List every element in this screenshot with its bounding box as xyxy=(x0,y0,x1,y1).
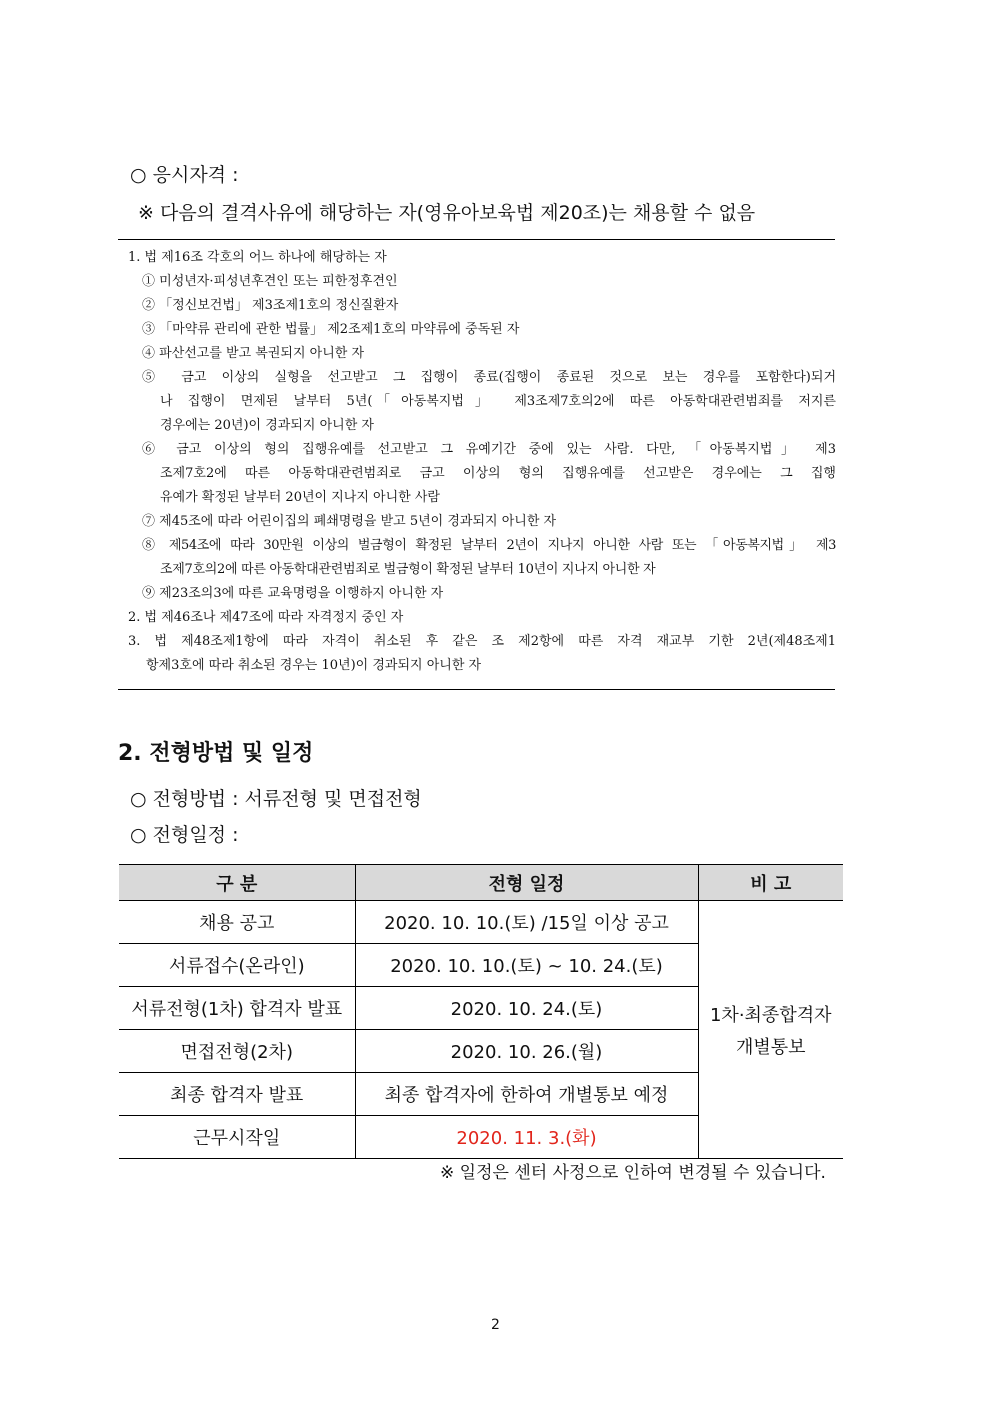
date-cell: 최종 합격자에 한하여 개별통보 예정 xyxy=(355,1073,698,1116)
list-item: ⑥ 금고 이상의 형의 집행유예를 선고받고 그 유예기간 중에 있는 사람. 다만, 「아동복지법」 제3 xyxy=(142,442,836,457)
list-item: ① 미성년자·피성년후견인 또는 피한정후견인 xyxy=(142,274,398,289)
qualification-heading: ○ 응시자격 : xyxy=(130,164,239,186)
table-row xyxy=(119,901,843,944)
list-item: 3. 법 제48조제1항에 따라 자격이 취소된 후 같은 조 제2항에 따른 자격 재교부 기한 2년(제48조제1 xyxy=(128,634,836,649)
list-item: ④ 파산선고를 받고 복권되지 아니한 자 xyxy=(142,346,365,361)
column-header: 전형 일정 xyxy=(355,865,698,901)
date-cell: 2020. 10. 26.(월) xyxy=(355,1030,698,1073)
list-item: ⑦ 제45조에 따라 어린이집의 폐쇄명령을 받고 5년이 경과되지 아니한 자 xyxy=(142,514,557,529)
list-item: 유예가 확정된 날부터 20년이 지나지 아니한 사람 xyxy=(160,490,440,505)
list-item: ⑤ 금고 이상의 실형을 선고받고 그 집행이 종료(집행이 종료된 것으로 보는 경우를 포함한다)되거 xyxy=(142,370,836,385)
list-item: ⑨ 제23조의3에 따른 교육명령을 이행하지 아니한 자 xyxy=(142,586,444,601)
schedule-table xyxy=(119,864,843,1159)
section-title: 2. 전형방법 및 일정 xyxy=(118,741,314,766)
stage-cell: 최종 합격자 발표 xyxy=(119,1073,355,1116)
list-item: ⑧ 제54조에 따라 30만원 이상의 벌금형이 확정된 날부터 2년이 지나지 아니한 사람 또는 「아동복지법」 제3 xyxy=(142,538,836,553)
start-date-cell: 2020. 11. 3.(화) xyxy=(355,1116,698,1159)
stage-cell: 근무시작일 xyxy=(119,1116,355,1159)
table-header-row xyxy=(119,865,843,901)
schedule-heading: ○ 전형일정 : xyxy=(130,824,239,846)
box-top-rule xyxy=(118,239,835,240)
disqualification-list xyxy=(128,246,836,678)
list-item: ② 「정신보건법」 제3조제1호의 정신질환자 xyxy=(142,298,399,313)
list-item: 조제7호2에 따른 아동학대관련범죄로 금고 이상의 형의 집행유예를 선고받은 경우에는 그 집행 xyxy=(160,466,836,481)
stage-cell: 서류접수(온라인) xyxy=(119,944,355,987)
schedule-footnote: ※ 일정은 센터 사정으로 인하여 변경될 수 있습니다. xyxy=(440,1163,826,1183)
remark-cell xyxy=(698,901,843,1159)
date-cell: 2020. 10. 24.(토) xyxy=(355,987,698,1030)
box-bottom-rule xyxy=(118,689,835,690)
stage-cell: 면접전형(2차) xyxy=(119,1030,355,1073)
date-cell: 2020. 10. 10.(토) /15일 이상 공고 xyxy=(355,901,698,944)
selection-method: ○ 전형방법 : 서류전형 및 면접전형 xyxy=(130,788,422,810)
disqualification-note: ※ 다음의 결격사유에 해당하는 자(영유아보육법 제20조)는 채용할 수 없음 xyxy=(138,202,756,224)
column-header: 구 분 xyxy=(119,865,355,901)
list-item: 항제3호에 따라 취소된 경우는 10년)이 경과되지 아니한 자 xyxy=(146,658,482,673)
remark-line: 1차·최종합격자 xyxy=(709,1004,832,1026)
list-item: 1. 법 제16조 각호의 어느 하나에 해당하는 자 xyxy=(128,250,387,265)
list-item: 조제7호의2에 따른 아동학대관련범죄로 벌금형이 확정된 날부터 10년이 지나지 아니한 자 xyxy=(160,562,656,577)
column-header: 비 고 xyxy=(698,865,843,901)
stage-cell: 서류전형(1차) 합격자 발표 xyxy=(119,987,355,1030)
remark-line: 개별통보 xyxy=(735,1036,806,1058)
date-cell: 2020. 10. 10.(토) ~ 10. 24.(토) xyxy=(355,944,698,987)
list-item: 나 집행이 면제된 날부터 5년(「아동복지법」 제3조제7호의2에 따른 아동학대관련범죄를 저지른 xyxy=(160,394,836,409)
list-item: 경우에는 20년)이 경과되지 아니한 자 xyxy=(160,418,374,433)
stage-cell: 채용 공고 xyxy=(119,901,355,944)
page-number: 2 xyxy=(491,1317,500,1333)
list-item: 2. 법 제46조나 제47조에 따라 자격정지 중인 자 xyxy=(128,610,404,625)
list-item: ③ 「마약류 관리에 관한 법률」 제2조제1호의 마약류에 중독된 자 xyxy=(142,322,520,337)
